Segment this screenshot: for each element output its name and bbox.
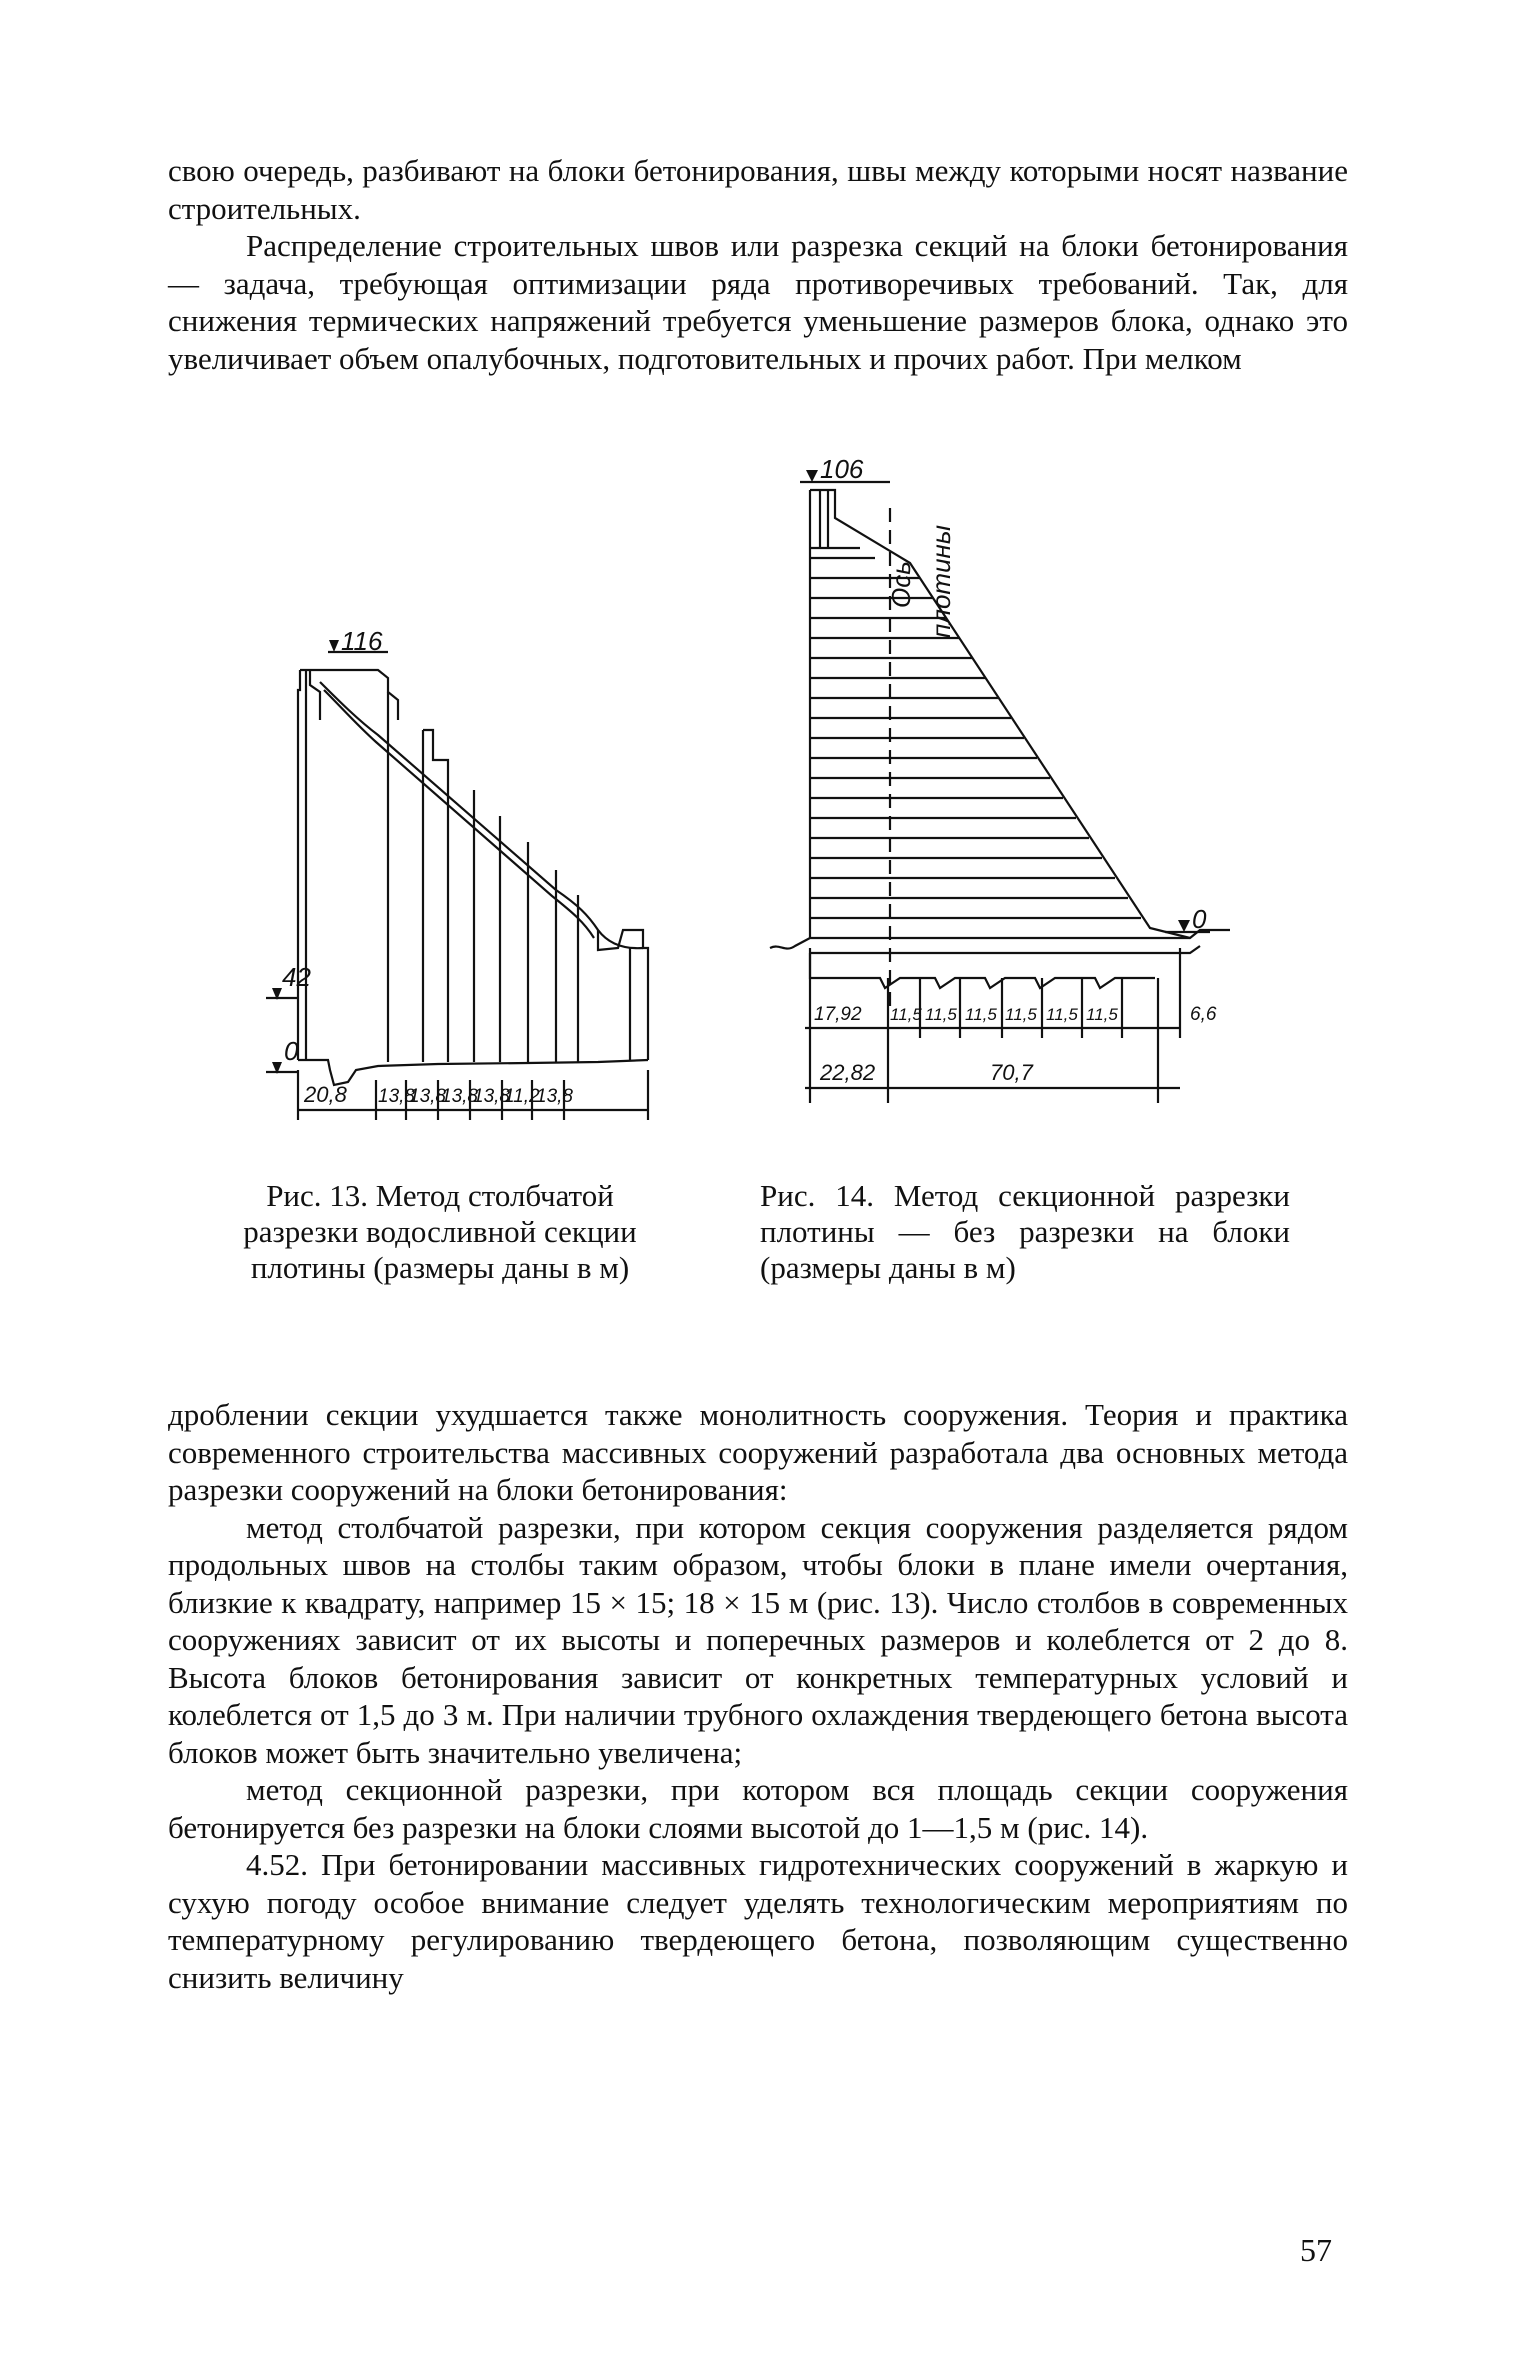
- elevation-marker-106: [806, 470, 818, 482]
- elev-label-0: 0: [1192, 904, 1207, 934]
- dim-label: 13,8: [536, 1086, 573, 1107]
- dim-label: 13,8: [409, 1086, 446, 1107]
- paragraph: метод столбчатой разрезки, при котором секция сооружения разделяется рядом продольных швов на столбы таким образом, чтобы блоки в плане имели очертания, близкие к квадрату, например 15 × 15; 18 × 15 м (рис. 13). Число столбов в современных сооружениях зависит от их высоты и поперечных размеров и колеблется от 2 до 8. Высота блоков бетонирования зависит от конкретных температурных условий и колеблется от 1,5 до 3 м. При наличии трубного охлаждения твердеющего бетона высота блоков может быть значительно увеличена;: [168, 1509, 1348, 1770]
- dim-label: 11,5: [925, 1005, 957, 1024]
- dim-label: 11,5: [1046, 1005, 1078, 1024]
- dim-label: 13,8: [473, 1086, 510, 1107]
- bottom-text: [168, 1396, 1348, 1996]
- paragraph: Распределение строительных швов или разрезка секций на блоки бетонирования — задача, требующая оптимизации ряда противоречивых требований. Так, для снижения термических напряжений требуется уменьшение размеров блока, однако это увеличивает объем опалубочных, подготовительных и прочих работ. При мелком: [168, 228, 1348, 376]
- elev-label-0: 0: [284, 1036, 299, 1066]
- figure-13-svg: [238, 630, 658, 1150]
- paragraph: свою очередь, разбивают на блоки бетонирования, швы между которыми носят название строительных.: [168, 153, 1348, 226]
- dim-label: 11,5: [890, 1005, 922, 1024]
- dim-label: 11,5: [1005, 1005, 1037, 1024]
- axis-label-1: Ось: [886, 561, 916, 608]
- elev-label-106: 106: [820, 454, 864, 484]
- dim-label: 70,7: [990, 1060, 1033, 1085]
- dim-label: 22,82: [820, 1060, 876, 1085]
- dim-label: 13,8: [441, 1086, 478, 1107]
- figure-14-svg: [760, 448, 1265, 1138]
- paragraph: метод секционной разрезки, при котором вся площадь секции сооружения бетонируется без разрезки на блоки слоями высотой до 1—1,5 м (рис. 14).: [168, 1772, 1348, 1845]
- elev-label-42: 42: [282, 962, 311, 992]
- elevation-marker-0: [1178, 920, 1190, 932]
- elev-label-116: 116: [341, 630, 383, 656]
- elevation-marker-116: [329, 640, 339, 652]
- figure-14-caption: Рис. 14. Метод секционной разрезки плотины — без разрезки на блоки (размеры даны в м): [760, 1178, 1290, 1285]
- dim-label: 20,8: [304, 1082, 347, 1107]
- figure-13-diagram: [238, 630, 658, 1150]
- paragraph: дроблении секции ухудшается также монолитность сооружения. Теория и практика современного строительства массивных сооружений разработала два основных метода разрезки сооружений на блоки бетонирования:: [168, 1397, 1348, 1507]
- page-number: 57: [1300, 2232, 1332, 2268]
- dim-label: 11,5: [1086, 1005, 1118, 1024]
- dim-label: 17,92: [814, 1004, 862, 1025]
- dim-label: 11,2: [504, 1086, 540, 1107]
- axis-label-2: плотины: [926, 525, 956, 638]
- figure-14-diagram: [760, 448, 1265, 1138]
- dim-label: 13,8: [378, 1086, 415, 1107]
- figure-13-caption: Рис. 13. Метод столбчатой разрезки водосливной секции плотины (размеры даны в м): [243, 1178, 637, 1285]
- dim-label: 11,5: [965, 1005, 997, 1024]
- paragraph: 4.52. При бетонировании массивных гидротехнических сооружений в жаркую и сухую погоду особое внимание следует уделять технологическим мероприятиям по температурному регулированию твердеющего бетона, позволяющим существенно снизить величину: [168, 1847, 1348, 1995]
- top-text: [168, 152, 1348, 377]
- dim-label: 6,6: [1190, 1004, 1217, 1025]
